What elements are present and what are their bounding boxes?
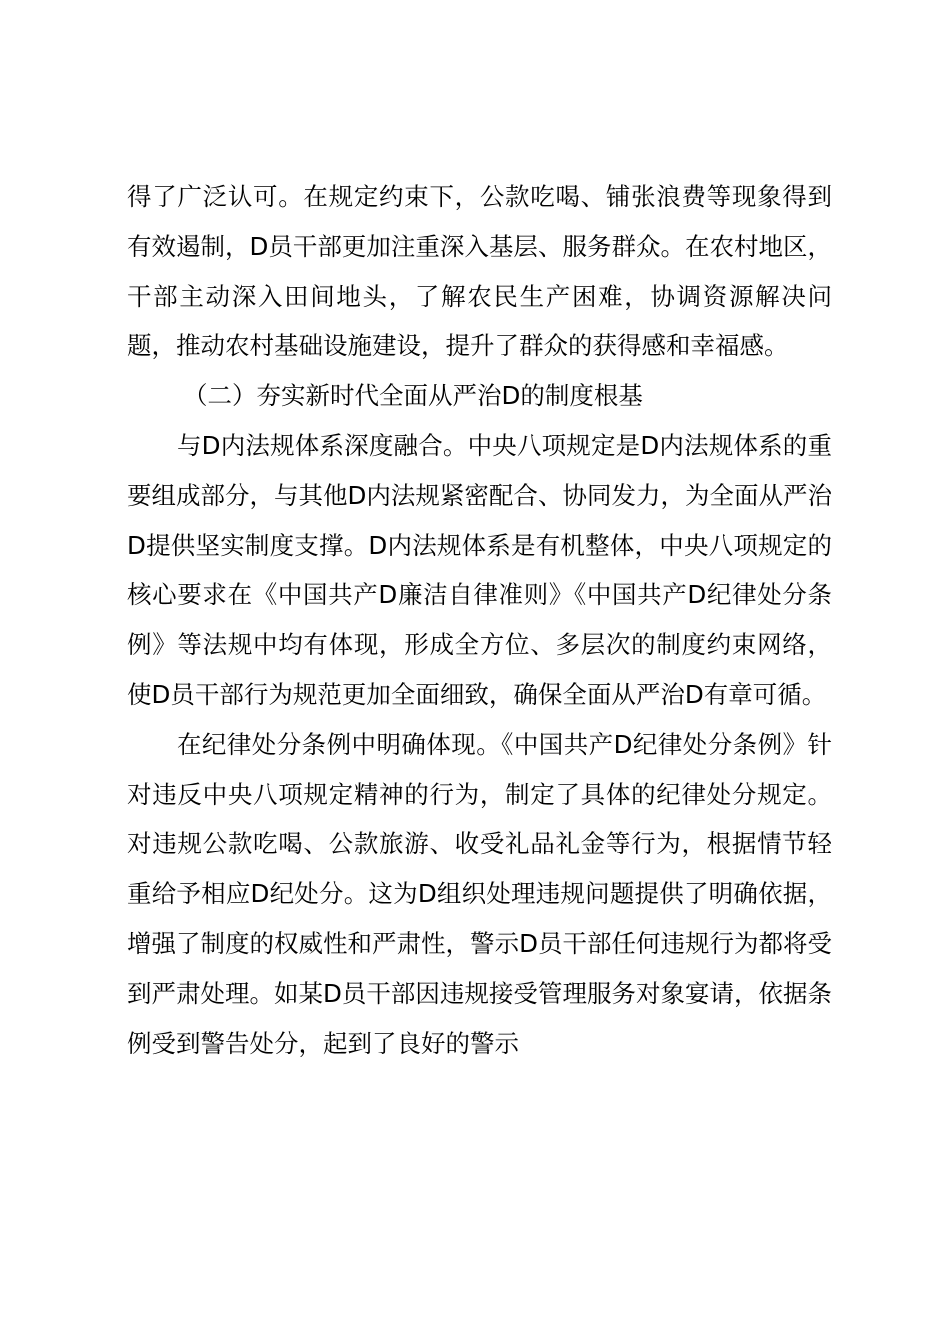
- document-page: [127, 172, 832, 1068]
- body-paragraph-2: 与D内法规体系深度融合。中央八项规定是D内法规体系的重要组成部分，与其他D内法规紧密配合、协同发力，为全面从严治D提供坚实制度支撑。D内法规体系是有机整体，中央八项规定的核心要求在《中国共产D廉洁自律准则》《中国共产D纪律处分条例》等法规中均有体现，形成全方位、多层次的制度约束网络，使D员干部行为规范更加全面细致，确保全面从严治D有章可循。: [127, 430, 832, 709]
- body-paragraph-1: 得了广泛认可。在规定约束下，公款吃喝、铺张浪费等现象得到有效遏制，D员干部更加注重深入基层、服务群众。在农村地区，干部主动深入田间地头，了解农民生产困难，协调资源解决问题，推动农村基础设施建设，提升了群众的获得感和幸福感。: [127, 182, 832, 361]
- section-heading: （二）夯实新时代全面从严治D的制度根基: [183, 381, 643, 411]
- body-paragraph-3: 在纪律处分条例中明确体现。《中国共产D纪律处分条例》针对违反中央八项规定精神的行为，制定了具体的纪律处分规定。对违规公款吃喝、公款旅游、收受礼品礼金等行为，根据情节轻重给予相应D纪处分。这为D组织处理违规问题提供了明确依据，增强了制度的权威性和严肃性，警示D员干部任何违规行为都将受到严肃处理。如某D员干部因违规接受管理服务对象宴请，依据条例受到警告处分，起到了良好的警示: [127, 729, 832, 1058]
